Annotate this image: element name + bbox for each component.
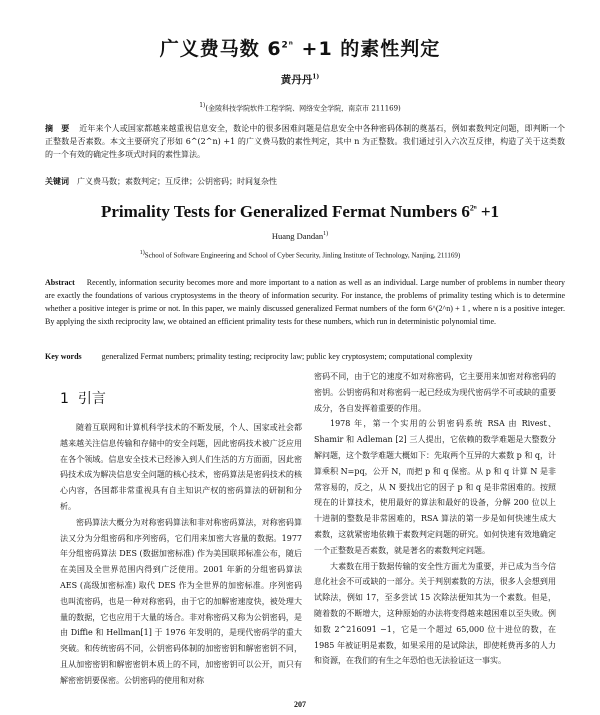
paragraph: 1978 年，第一个实用的公钥密码系统 RSA 由 Rivest、Shamir 和 Adleman [2] 三人提出，它依赖的数学难题是大整数分解问题，这个数学难题大概如下：先取两个互异的大素数 p 和 q，计算乘积 N=pq，公开 N，而把 p 和 q 保密。从 p 和 q 计算 N 是非常容易的，反之，从 N 要找出它的因子 p 和 q 是非常困难的。按照现在的计算技术，使用最好的算法和最好的设备，分解 200 位以上十进制的整数是非常困难的，RSA 算法的第一步是如何快速生成大素数，这就紧密地依赖于素数判定问题的研究。如何快速有效地确定一个正整数是否素数，就是著名的素数判定问题。 [314,419,556,555]
english-keywords-label: Key words [45,352,82,361]
paragraph: 密码算法大概分为对称密码算法和非对称密码算法，对称密码算法又分为分组密码和序列密码，它们用来加密大容量的数据。1977 年分组密码算法 DES (数据加密标准) 作为美国联邦标准公布，随后在美国及全世界范围内得到广泛使用。2001 年新的分组密码算法 AES (高级加密标准) 取代 DES 作为全世界的加密标准。序列密码也叫流密码，也是一种对称密码，由于它的加解密速度快，被处理大量的数据，它也应用于大量的场合。非对称密码又称为公钥密码，是由 Diffie 和 Hellman[1] 于 1976 年发明的，是现代密码学的重大突破。和传统密码不同，公钥密码体制的加密密钥和解密密钥不同，且从加密密钥和解密密钥本质上的不同，加密密钥可以公开，而只有解密密钥要保密。公钥密码的使用和对称 [60,517,302,685]
right-column [314,369,556,669]
section-number: 1 [60,391,69,407]
chinese-author: 黄丹丹$^{1)}$ [280,73,320,86]
english-keywords-text: generalized Fermat numbers; primality testing; reciprocity law; public key cryptosystem; computational complexity [101,352,473,361]
chinese-abstract-label: 摘 要 [45,124,70,133]
english-affiliation: $^{1)}$School of Software Engineering and School of Cyber Security, Jinling Institute of Technology, Nanjing, 211169) [139,250,461,260]
english-abstract [45,276,565,328]
paragraph: 大素数在用于数据传输的安全性方面尤为重要，并已成为当今信息化社会不可或缺的一部分。关于判别素数的方法，很多人会想到用试除法，例如 17，至多尝试 15 次除法便知其为一个素数。但是，随着数的不断增大，这种原始的办法将变得越来越困难以至失败。例如数 2^216091 −1，它是一个超过 65,000 位十进位的数，在 1985 年被证明是素数，如果采用的是试除法，即使耗费再多的人力和资源，在我们的有生之年恐怕也无法验证这一事实。 [314,561,556,666]
chinese-affiliation: $^{1)}$(金陵科技学院软件工程学院、网络安全学院，南京市 211169) [199,102,401,113]
english-keywords [45,352,565,361]
section-title: 引言 [77,391,106,407]
english-author: Huang Dandan$^{1)}$ [271,231,329,241]
paragraph: 随着互联网和计算机科学技术的不断发展，个人、国家或社会都越来越关注信息传输和存储中的安全问题，因此密码技术被广泛应用在各个领域。信息安全技术已经渗入到人们生活的方方面面，因此密码技术成为解决信息安全问题的核心技术，密码算法是密码技术的核心内容，各国都非常重视具有自主知识产权的密码算法的研制和分析。 [60,423,302,511]
paragraph: 密码不同，由于它的速度不如对称密码，它主要用来加密对称密码的密钥。公钥密码和对称密码一起已经成为现代密码学不可或缺的重要成分，各自发挥着重要的作用。 [314,372,556,413]
chinese-keywords-text: 广义费马数；素数判定；互反律；公钥密码；时间复杂性 [77,177,277,186]
left-column [60,420,302,689]
english-title: Primality Tests for Generalized Fermat Numbers $6^{2^n} +1$ [100,202,500,221]
section-heading [60,388,106,408]
english-abstract-text: Recently, information security becomes more and more important to a nation as well as an individual. Large number of problems in number theory are exactly the foundations of various cryptosystems in the theory of information security. For instance, the problems of primality testing which is to determine whether a positive integer is prime or not. In this paper, we mainly discussed generalized Fermat numbers of the form 6^(2^n) + 1 , where n is a positive integer. By applying the sixth reciprocity law, we obtained an efficient primality tests for these numbers, which run in deterministic polynomial time. [45,278,565,326]
chinese-abstract-text: 近年来个人或国家都越来越重视信息安全，数论中的很多困难问题是信息安全中各种密码体制的奠基石，例如素数判定问题，即判断一个正整数是否素数。本文主要研究了形如 6^(2^n) +1 的广义费马数的素性判定，其中 n 为正整数。我们通过引入六次互反律，构造了关于这类数的一个有效的确定性多项式时间的素性算法。 [45,124,566,159]
chinese-abstract [45,122,565,161]
chinese-title: 广义费马数 $6^{2^n} +1$ 的素性判定 [159,38,441,60]
chinese-keywords [45,176,565,187]
page-number: 207 [294,700,306,709]
chinese-keywords-label: 关键词 [45,177,69,186]
english-abstract-label: Abstract [45,278,75,287]
